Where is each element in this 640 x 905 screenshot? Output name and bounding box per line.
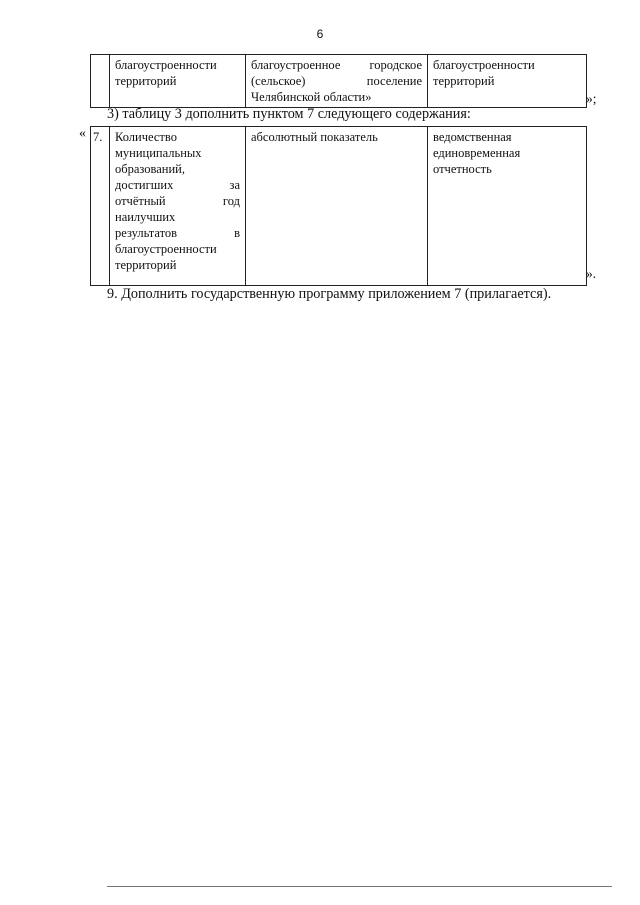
- item-3-text: 3) таблицу 3 дополнить пунктом 7 следующего содержания:: [107, 106, 471, 122]
- indicator-table-fragment: [90, 54, 587, 108]
- table-row: [91, 127, 587, 286]
- table-cell-unit: абсолютный показатель: [246, 127, 428, 286]
- table-cell-unit: благоустроенное городское (сельское) поселение Челябинской области»: [246, 55, 428, 108]
- table-cell-indicator: Количество муниципальных образований, достигших за отчётный год наилучших результатов в благоустроенности территорий: [110, 127, 246, 286]
- table3-new-row: [90, 126, 587, 286]
- table-cell-source: благоустроенности территорий: [428, 55, 587, 108]
- table-cell-indicator: благоустроенности территорий: [110, 55, 246, 108]
- table-row: [91, 55, 587, 108]
- page-number: 6: [316, 27, 324, 41]
- table2-opening-quote: «: [79, 126, 86, 141]
- table-cell-number: 7.: [91, 127, 110, 286]
- footer-rule: [107, 886, 612, 887]
- table-cell-number: [91, 55, 110, 108]
- table1-closing-quote: »;: [586, 91, 597, 106]
- table2-closing-quote: ».: [586, 266, 597, 281]
- table-cell-source: ведомственная единовременная отчетность: [428, 127, 587, 286]
- item-9-text: 9. Дополнить государственную программу приложением 7 (прилагается).: [107, 286, 552, 302]
